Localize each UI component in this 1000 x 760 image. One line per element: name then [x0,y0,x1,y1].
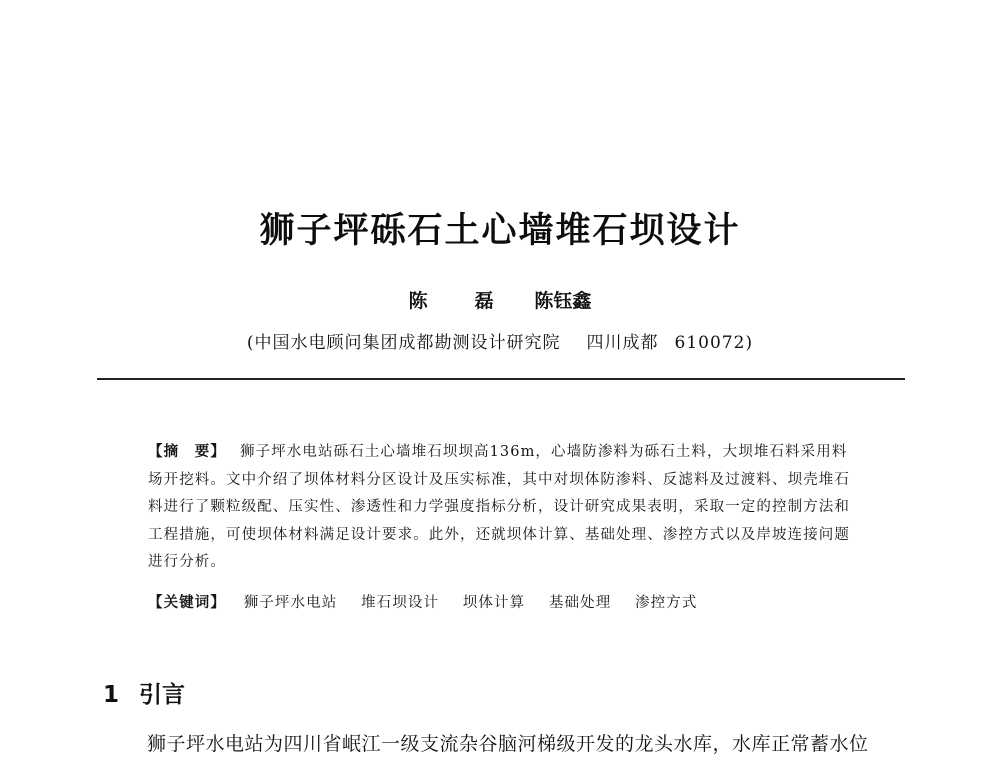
section-title: 引言 [139,682,186,708]
paper-title: 狮子坪砾石土心墙堆石坝设计 [259,211,741,251]
section-number: 1 [103,682,120,708]
affiliation-city: 四川成都 [586,333,659,353]
keyword: 狮子坪水电站 [243,595,338,611]
keyword: 坝体计算 [462,595,526,611]
abstract-label: 【摘 要】 [148,443,226,460]
affiliation [0,328,1000,353]
keyword: 堆石坝设计 [361,595,440,611]
keyword: 渗控方式 [635,595,698,611]
header-divider [97,378,905,380]
keywords-label: 【关键词】 [148,594,226,611]
body-paragraph: 狮子坪水电站为四川省岷江一级支流杂谷脑河梯级开发的龙头水库，水库正常蓄水位 [147,733,869,755]
affiliation-institution: (中国水电顾问集团成都勘测设计研究院 [246,333,561,353]
abstract-text: 狮子坪水电站砾石土心墙堆石坝坝高136m，心墙防渗料为砾石土料，大坝堆石料采用料场开挖料。文中介绍了坝体材料分区设计及压实标准，其中对坝体防渗料、反滤料及过渡料、坝壳堆石料进行了颗粒级配、压实性、渗透性和力学强度指标分析，设计研究成果表明，采取一定的控制方法和工程措施，可使坝体材料满足设计要求。此外，还就坝体计算、基础处理、渗控方式以及岸坡连接问题进行分析。 [148,444,850,570]
keyword: 基础处理 [548,595,612,611]
author-line [0,286,1000,313]
author-2: 陈钰鑫 [534,290,592,312]
author-1: 陈 磊 [408,290,508,312]
keywords [148,591,863,612]
abstract [148,438,863,577]
section-heading [103,676,185,709]
affiliation-postcode: 610072) [674,333,754,353]
